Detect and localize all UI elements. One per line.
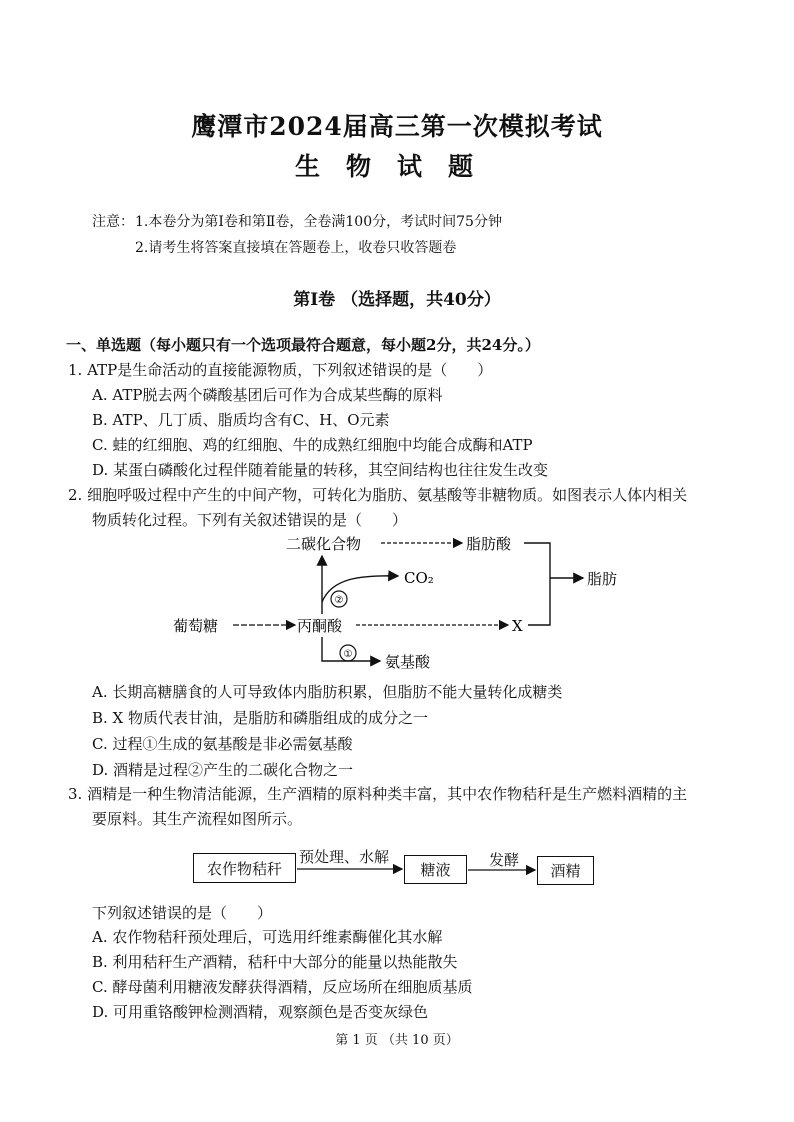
flow-box-alcohol: 酒精	[537, 856, 594, 885]
node-pyruvate: 丙酮酸	[297, 617, 343, 635]
q3-stem-line2: 要原料。其生产流程如图所示。	[92, 810, 303, 828]
q3-lead: 下列叙述错误的是（ ）	[92, 904, 273, 922]
bracket-x	[528, 578, 550, 625]
q3-option-a: A. 农作物秸秆预处理后，可选用纤维素酶催化其水解	[92, 928, 443, 946]
notice-item-1: 1.本卷分为第Ⅰ卷和第Ⅱ卷，全卷满100分，考试时间75分钟	[135, 214, 502, 230]
page-footer: 第 1 页 （共 10 页）	[335, 1033, 459, 1048]
q2-metabolism-diagram	[170, 530, 630, 675]
q1-option-a: A. ATP脱去两个磷酸基团后可作为合成某些酶的原料	[92, 386, 443, 404]
step2-label: ②	[334, 595, 344, 606]
section-title: 第Ⅰ卷 （选择题，共40分）	[293, 290, 501, 310]
notice-label: 注意：	[92, 214, 134, 230]
q2-option-d: D. 酒精是过程②产生的二碳化合物之一	[92, 761, 354, 779]
q1-stem: 1. ATP是生命活动的直接能源物质，下列叙述错误的是（ ）	[68, 361, 493, 379]
flow-box-sugar: 糖液	[404, 855, 467, 884]
node-c2-compound: 二碳化合物	[286, 535, 362, 553]
q2-stem-line2: 物质转化过程。下列有关叙述错误的是（ ）	[92, 511, 408, 529]
q3-option-c: C. 酵母菌利用糖液发酵获得酒精，反应场所在细胞质基质	[92, 978, 473, 996]
flow-arrows	[296, 860, 538, 880]
q1-option-b: B. ATP、几丁质、脂质均含有C、H、O元素	[92, 411, 390, 429]
node-glucose: 葡萄糖	[173, 617, 219, 635]
node-x: X	[512, 617, 523, 635]
q3-stem-line1: 3. 酒精是一种生物清洁能源，生产酒精的原料种类丰富，其中农作物秸秆是生产燃料酒精的主	[68, 785, 688, 803]
flow-label-fermentation: 发酵	[489, 851, 520, 869]
part-title: 一、单选题（每小题只有一个选项最符合题意，每小题2分，共24分。）	[66, 336, 540, 354]
q3-option-b: B. 利用秸秆生产酒精，秸秆中大部分的能量以热能散失	[92, 953, 458, 971]
step1-label: ①	[343, 649, 353, 660]
q2-stem-line1: 2. 细胞呼吸过程中产生的中间产物，可转化为脂肪、氨基酸等非糖物质。如图表示人体内相关	[68, 486, 688, 504]
flow-label-hydrolysis: 预处理、水解	[299, 848, 390, 866]
subject-title: 生物试题	[294, 152, 499, 181]
node-amino-acid: 氨基酸	[385, 653, 431, 671]
node-co2: CO₂	[404, 569, 434, 587]
flow-box-straw: 农作物秸秆	[193, 853, 296, 883]
node-fatty-acid: 脂肪酸	[466, 535, 512, 553]
q1-option-c: C. 蛙的红细胞、鸡的红细胞、牛的成熟红细胞中均能合成酶和ATP	[92, 436, 533, 454]
arrow-to-co2	[322, 576, 398, 602]
q2-option-b: B. X 物质代表甘油，是脂肪和磷脂组成的成分之一	[92, 709, 429, 727]
node-fat: 脂肪	[587, 570, 618, 588]
bracket-fattyacid	[524, 543, 550, 578]
q1-option-d: D. 某蛋白磷酸化过程伴随着能量的转移，其空间结构也往往发生改变	[92, 461, 549, 479]
q2-option-a: A. 长期高糖膳食的人可导致体内脂肪积累，但脂肪不能大量转化成糖类	[92, 683, 563, 701]
q2-option-c: C. 过程①生成的氨基酸是非必需氨基酸	[92, 735, 353, 753]
q3-option-d: D. 可用重铬酸钾检测酒精，观察颜色是否变灰绿色	[92, 1003, 429, 1021]
exam-title: 鹰潭市2024届高三第一次模拟考试	[191, 112, 603, 141]
notice-item-2: 2.请考生将答案直接填在答题卷上，收卷只收答题卷	[135, 240, 457, 256]
